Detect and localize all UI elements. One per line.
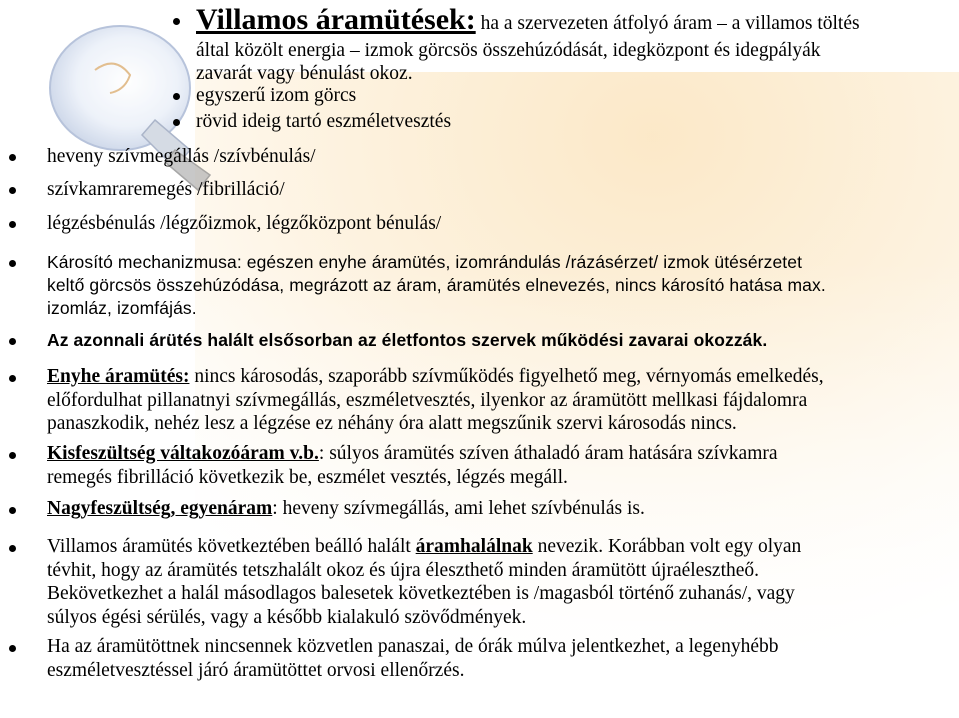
bullet-marker — [173, 93, 180, 100]
list-item: Villamos áramütés következtében beálló halált áramhalálnak nevezik. Korábban volt egy olyan tévhit, hogy az áramütés tetszhalált okoz és újra éleszthető minden áramütött újraélesztheő. Bekövetkezhet a halál másodlagos balesetek következtében is /magasból történő zuhanás/, vagy súlyos égési sérülés, vagy a később kialakuló szövődmények. — [47, 536, 802, 628]
bullet-marker — [9, 452, 16, 459]
bullet-marker — [173, 18, 180, 25]
bullet-marker — [9, 338, 16, 345]
bullet-marker — [9, 154, 16, 161]
list-item: egyszerű izom görcs — [196, 85, 357, 106]
bullet-marker — [9, 221, 16, 228]
list-item: légzésbénulás /légzőizmok, légzőközpont bénulás/ — [47, 213, 442, 234]
bullet-marker — [9, 187, 16, 194]
title-block: Villamos áramütések: ha a szervezeten átfolyó áram – a villamos töltés által közölt energia – izmok görcsös összehúzódását, idegközpont és idegpályák zavarát vagy bénulást okoz. — [196, 3, 860, 84]
bullet-marker — [9, 375, 16, 382]
list-item: Károsító mechanizmusa: egészen enyhe áramütés, izomrándulás /rázásérzet/ izmok ütésérzetet keltő görcsös összehúzódása, megrázott az áram, áramütés elnevezés, nincs károsító hatása max. izomláz, izomfájás. — [47, 252, 826, 318]
bullet-marker — [9, 645, 16, 652]
list-item: Ha az áramütöttnek nincsennek közvetlen panaszai, de órák múlva jelentkezhet, a legenyhébb eszméletvesztéssel járó áramütöttet orvosi ellenőrzés. — [47, 636, 779, 681]
list-item: szívkamraremegés /fibrilláció/ — [47, 179, 285, 200]
bullet-marker — [9, 507, 16, 514]
list-item: Enyhe áramütés: nincs károsodás, szaporább szívműködés figyelhető meg, vérnyomás emelkedés, előfordulhat pillanatnyi szívmegállás, eszméletvesztés, ilyenkor az áramütött mellkasi fájdalomra panaszkodik, nehéz lesz a légzése ez néhány óra alatt megszűnik szervi károsodás nincs. — [47, 366, 824, 434]
bullet-marker — [9, 545, 16, 552]
list-item: rövid ideig tartó eszméletvesztés — [196, 111, 452, 132]
list-item: Kisfeszültség váltakozóáram v.b.: súlyos áramütés szíven áthaladó áram hatására szívkamra remegés fibrilláció következik be, eszmélet vesztés, légzés megáll. — [47, 443, 778, 488]
list-item: Nagyfeszültség, egyenáram: heveny szívmegállás, ami lehet szívbénulás is. — [47, 498, 645, 519]
page-title: Villamos áramütések: — [196, 3, 476, 36]
bullet-marker — [173, 119, 180, 126]
list-item: heveny szívmegállás /szívbénulás/ — [47, 146, 316, 167]
bullet-marker — [9, 260, 16, 267]
list-item: Az azonnali árütés halált elsősorban az életfontos szervek működési zavarai okozzák. — [47, 330, 768, 350]
